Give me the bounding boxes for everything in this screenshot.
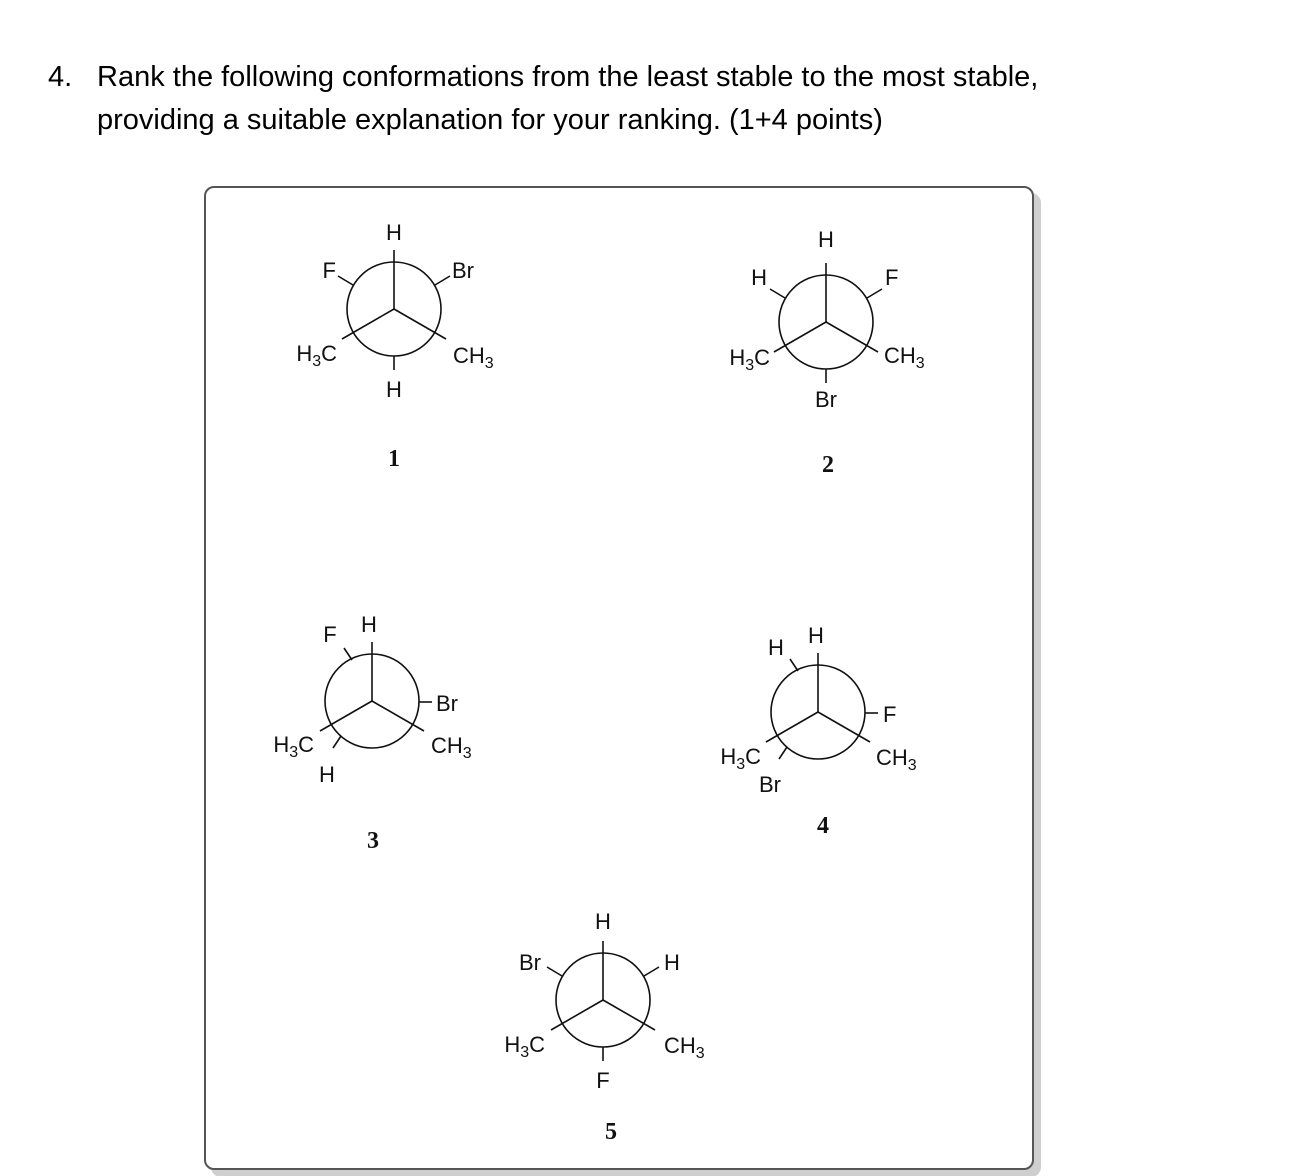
question-number: 4. [48, 61, 73, 93]
substituent-label: F [885, 265, 899, 290]
back-bond [344, 648, 352, 660]
conformation-number: 5 [605, 1119, 617, 1145]
substituent-label: H [361, 612, 377, 637]
back-bond [644, 967, 659, 976]
substituent-label: $CH_3$ [664, 1033, 705, 1062]
back-bond [790, 659, 798, 671]
substituent-label: $H_3C$ [729, 345, 770, 374]
back-bond [770, 289, 785, 298]
substituent-label: $CH_3$ [431, 733, 472, 762]
substituent-label: H [751, 265, 767, 290]
substituent-label: F [323, 622, 337, 647]
substituent-label: $H_3C$ [504, 1032, 545, 1061]
conformation-number: 2 [822, 452, 834, 478]
back-bond [547, 967, 562, 976]
substituent-label: F [883, 702, 897, 727]
back-bond [338, 276, 353, 285]
substituent-label: Br [519, 950, 541, 975]
back-bond [867, 289, 882, 298]
newman-projection-3 [273, 612, 471, 854]
substituent-label: H [386, 377, 402, 402]
substituent-label: $H_3C$ [720, 744, 761, 773]
newman-projection-4 [720, 623, 916, 839]
substituent-label: Br [436, 691, 458, 716]
substituent-label: H [818, 227, 834, 252]
question-text-line-2: providing a suitable explanation for your ranking. (1+4 points) [97, 104, 883, 136]
back-bond [333, 736, 341, 748]
substituent-label: H [595, 909, 611, 934]
conformation-number: 4 [817, 813, 829, 839]
substituent-label: $CH_3$ [876, 745, 917, 774]
substituent-label: $CH_3$ [884, 343, 925, 372]
substituent-label: Br [452, 258, 474, 283]
substituent-label: H [319, 762, 335, 787]
newman-projection-2 [729, 227, 924, 478]
question-text-line-1: Rank the following conformations from the least stable to the most stable, [97, 61, 1039, 93]
newman-projection-5 [504, 909, 704, 1145]
substituent-label: Br [759, 772, 781, 797]
conformation-number: 1 [388, 446, 400, 472]
newman-projection-1 [296, 220, 493, 472]
substituent-label: F [596, 1068, 610, 1093]
substituent-label: $H_3C$ [296, 341, 337, 370]
substituent-label: $CH_3$ [453, 343, 494, 372]
substituent-label: H [768, 635, 784, 660]
substituent-label: $H_3C$ [273, 732, 314, 761]
substituent-label: H [664, 950, 680, 975]
substituent-label: H [386, 220, 402, 245]
back-bond [435, 276, 450, 285]
substituent-label: H [808, 623, 824, 648]
conformation-number: 3 [367, 828, 379, 854]
substituent-label: F [322, 258, 336, 283]
back-bond [779, 747, 787, 759]
substituent-label: Br [815, 387, 837, 412]
